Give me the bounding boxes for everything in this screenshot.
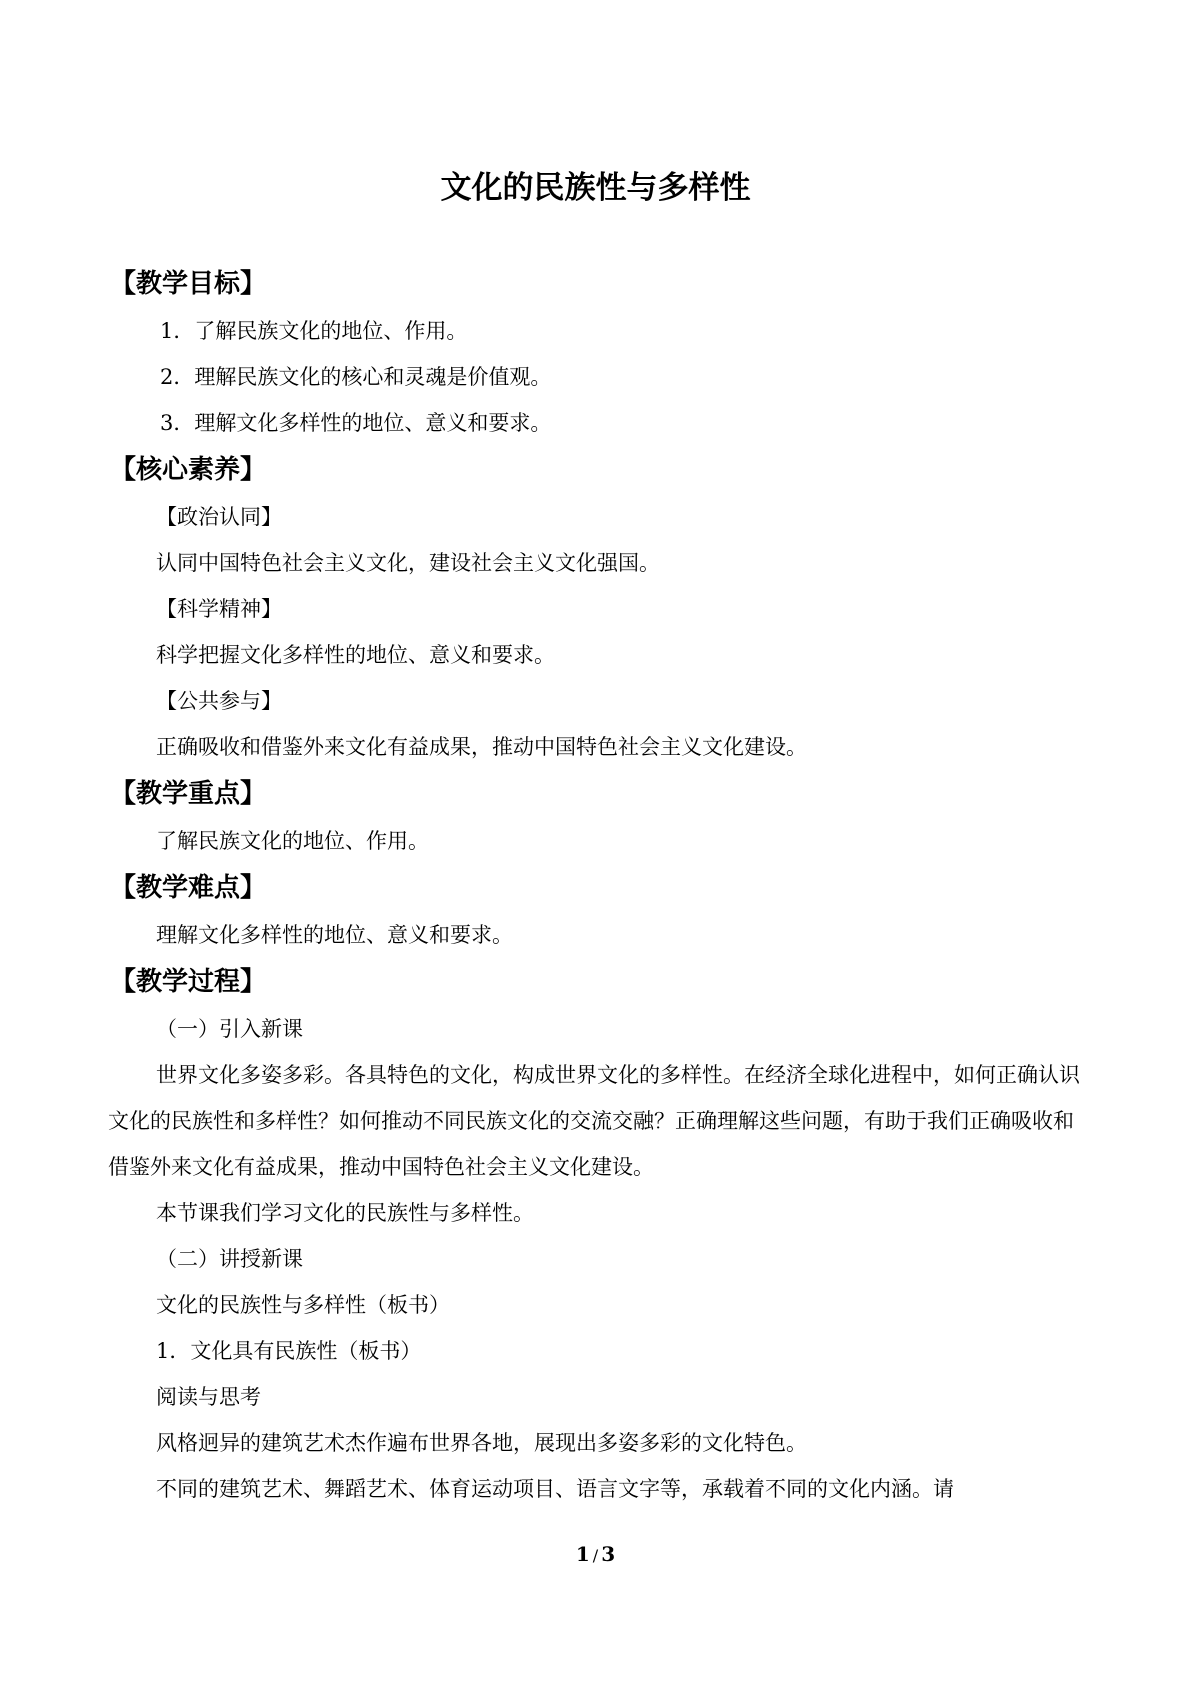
heading-objectives: 【教学目标】 (110, 269, 267, 299)
document-title: 文化的民族性与多样性 (440, 170, 751, 206)
difficulties-text: 理解文化多样性的地位、意义和要求。 (156, 923, 513, 947)
process-read-think: 阅读与思考 (156, 1385, 261, 1409)
process-intro-lesson: 本节课我们学习文化的民族性与多样性。 (156, 1201, 534, 1225)
heading-literacy: 【核心素养】 (110, 455, 267, 485)
objective-item-1: 1．了解民族文化的地位、作用。 (160, 319, 468, 343)
document-body (108, 260, 1084, 1512)
process-board-point-1: 1．文化具有民族性（板书） (156, 1339, 422, 1363)
process-architecture: 风格迥异的建筑艺术杰作遍布世界各地，展现出多姿多彩的文化特色。 (156, 1431, 807, 1455)
literacy-political-text: 认同中国特色社会主义文化，建设社会主义文化强国。 (156, 551, 660, 575)
process-intro-label: （一）引入新课 (156, 1017, 303, 1041)
process-teach-label: （二）讲授新课 (156, 1247, 303, 1271)
process-intro-paragraph: 世界文化多姿多彩。各具特色的文化，构成世界文化的多样性。在经济全球化进程中，如何正确认识文化的民族性和多样性？如何推动不同民族文化的交流交融？正确理解这些问题，有助于我们正确吸收和借鉴外来文化有益成果，推动中国特色社会主义文化建设。 (108, 1063, 1080, 1179)
process-arts-line: 不同的建筑艺术、舞蹈艺术、体育运动项目、语言文字等，承载着不同的文化内涵。请 (156, 1477, 954, 1501)
objective-item-2: 2．理解民族文化的核心和灵魂是价值观。 (160, 365, 552, 389)
page-separator: / (592, 1546, 599, 1565)
current-page: 1 (575, 1542, 590, 1566)
heading-key-points: 【教学重点】 (110, 779, 267, 809)
literacy-public-label: 【公共参与】 (156, 689, 282, 713)
key-points-text: 了解民族文化的地位、作用。 (156, 829, 429, 853)
literacy-political-label: 【政治认同】 (156, 505, 282, 529)
literacy-science-label: 【科学精神】 (156, 597, 282, 621)
literacy-science-text: 科学把握文化多样性的地位、意义和要求。 (156, 643, 555, 667)
heading-process: 【教学过程】 (110, 967, 267, 997)
page-number (0, 1542, 1191, 1566)
objective-item-3: 3．理解文化多样性的地位、意义和要求。 (160, 411, 552, 435)
literacy-public-text: 正确吸收和借鉴外来文化有益成果，推动中国特色社会主义文化建设。 (156, 735, 807, 759)
process-board-title: 文化的民族性与多样性（板书） (156, 1293, 450, 1317)
heading-difficulties: 【教学难点】 (110, 873, 267, 903)
total-pages: 3 (601, 1542, 616, 1566)
